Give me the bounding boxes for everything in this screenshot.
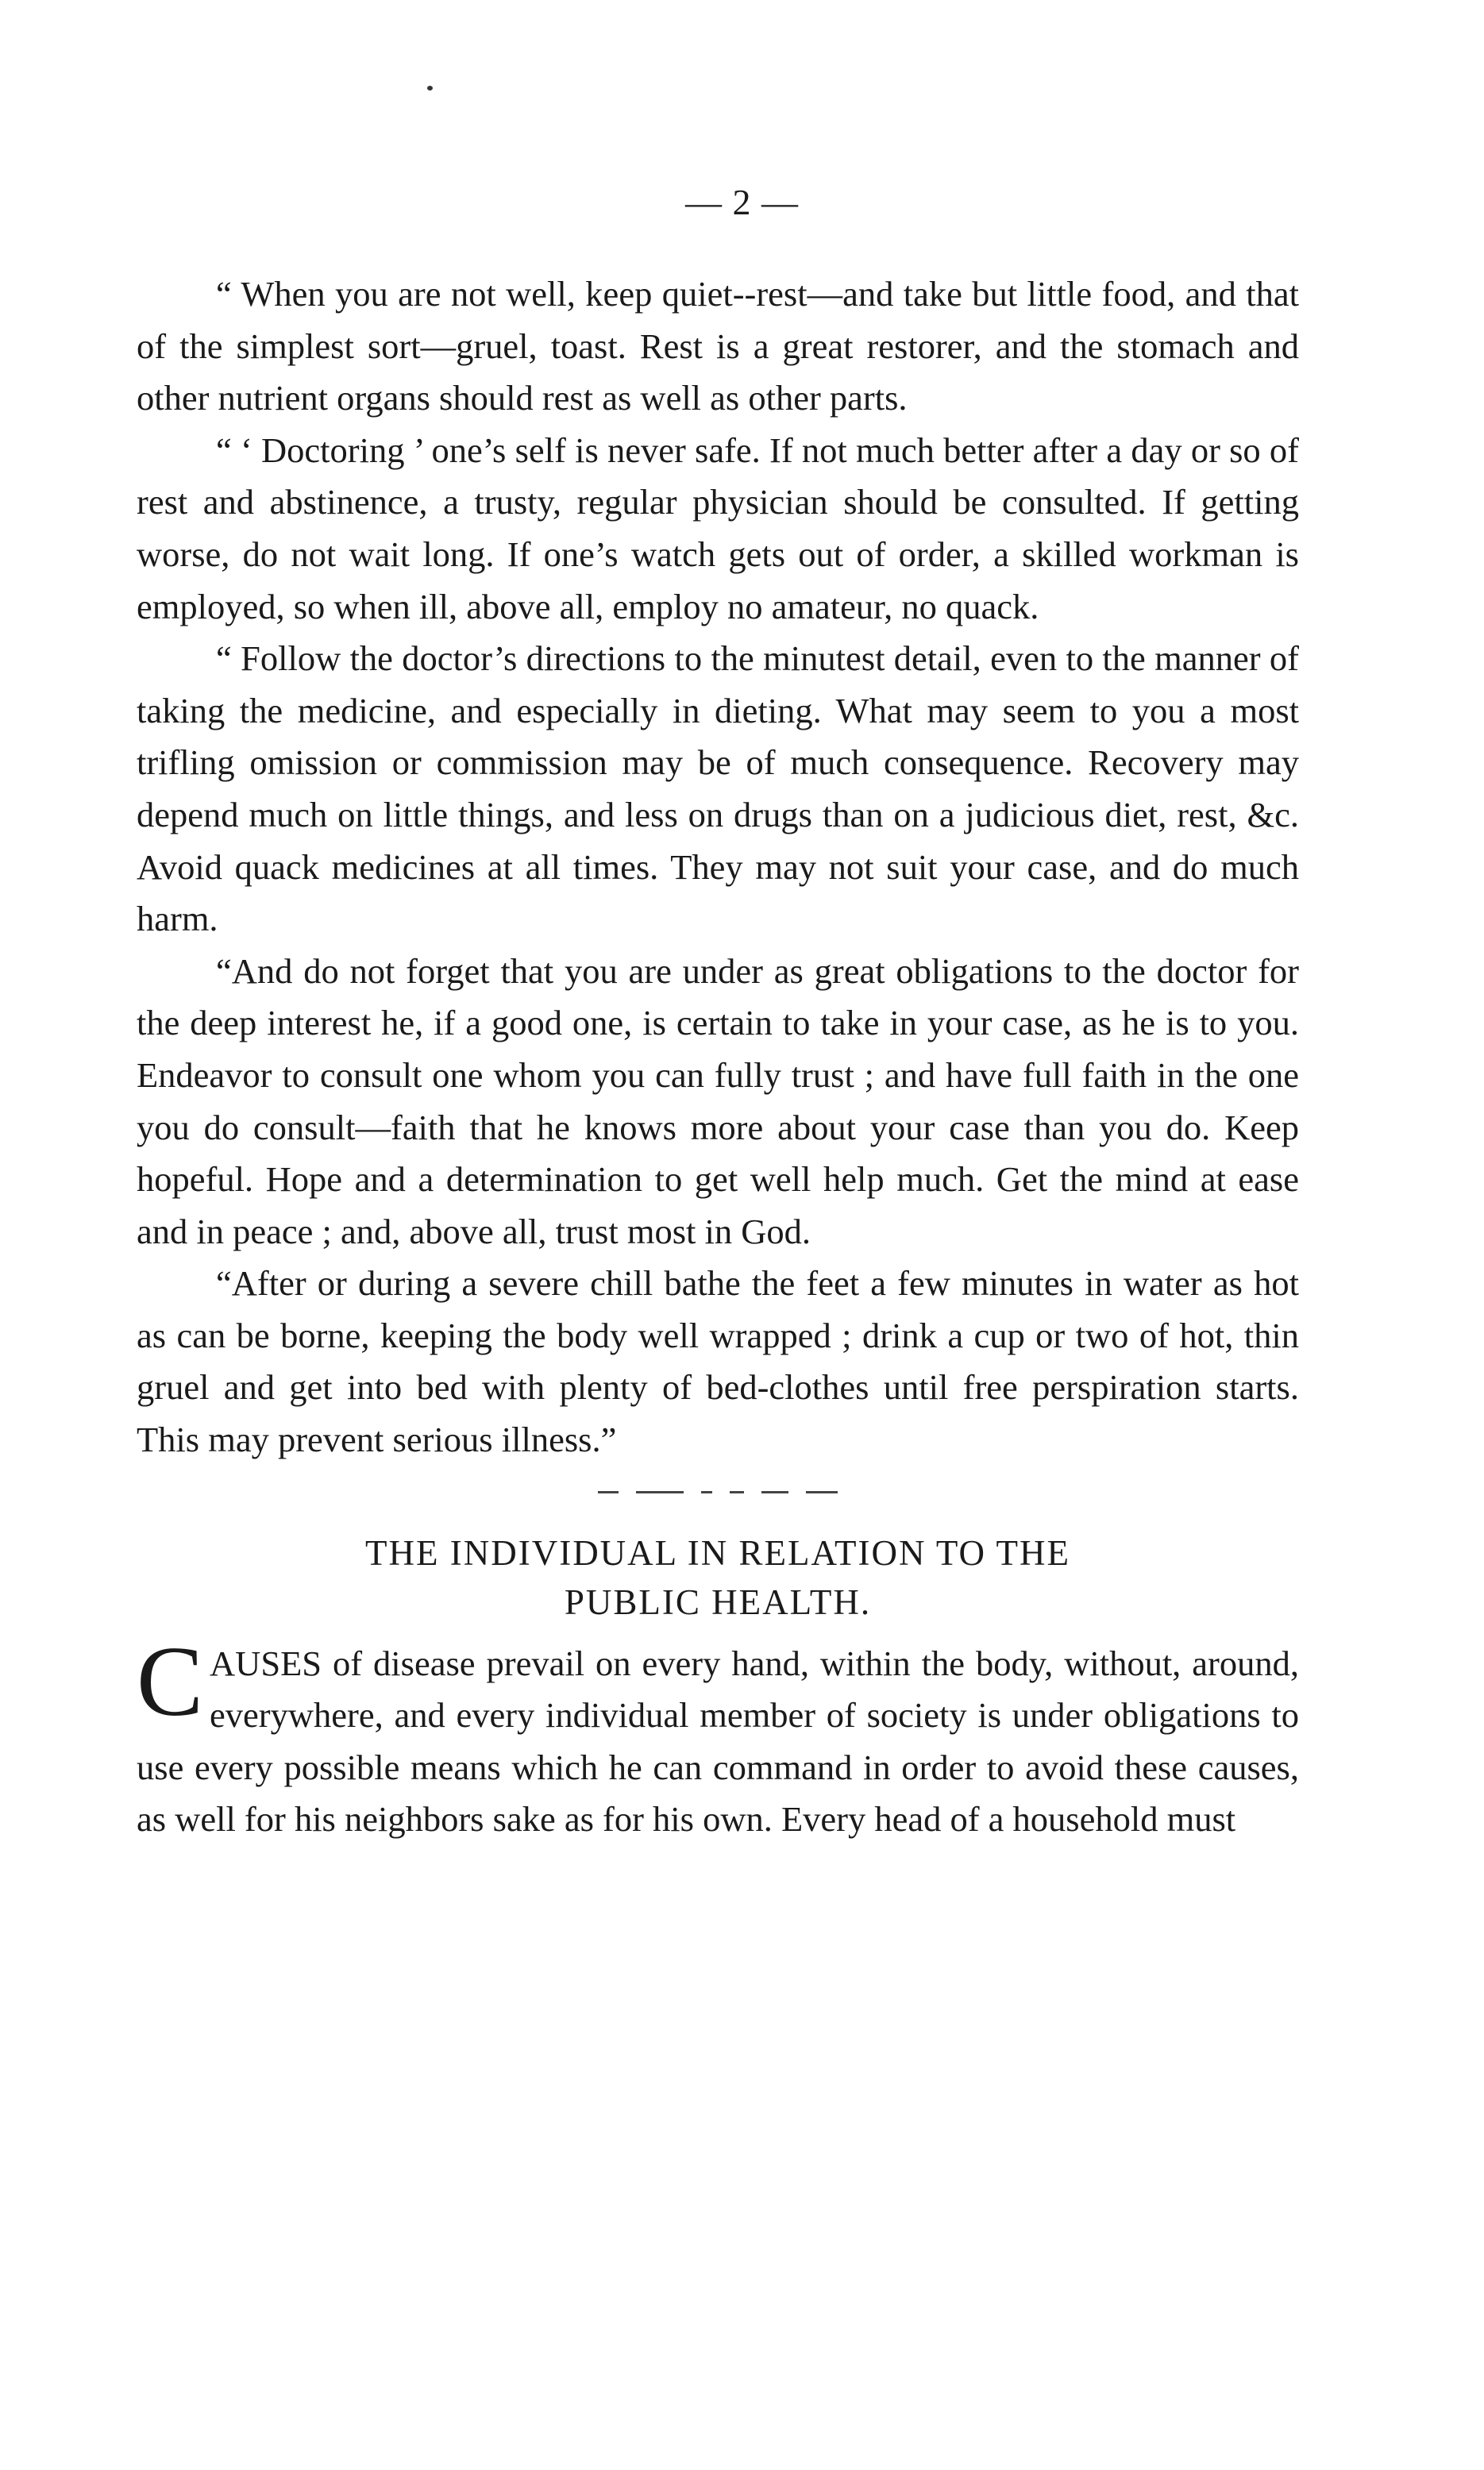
section-heading-line-1: THE INDIVIDUAL IN RELATION TO THE xyxy=(365,1532,1070,1573)
paragraph-1: “ When you are not well, keep quiet--rest—and take but little food, and that of the simplest sort—gruel, toast. Rest is a great restorer, and the stomach and other nutrient organs should rest as well as other parts. xyxy=(137,274,1299,418)
page-number: — 2 — xyxy=(685,182,799,222)
paragraph-5: “After or during a severe chill bathe the feet a few minutes in water as hot as can be borne, keeping the body well wrapped ; drink a cup or two of hot, thin gruel and get into bed with plenty of bed-clothes until free perspiration starts. This may prevent serious illness.” xyxy=(137,1263,1299,1460)
paragraph-4: “And do not forget that you are under as great obligations to the doctor for the deep interest he, if a good one, is certain to take in your case, as he is to you. Endeavor to consult one whom you can fully trust ; and have full faith in the one you do consult—faith that he knows more about your case than you do. Keep hopeful. Hope and a determination to get well help much. Get the mind at ease and in peace ; and, above all, trust most in God. xyxy=(137,950,1299,1251)
drop-cap: C xyxy=(137,1626,204,1737)
paragraph-3: “ Follow the doctor’s directions to the minutest detail, even to the manner of taking the medicine, and especially in dieting. What may seem to you a most trifling omission or commission may be of much consequence. Recovery may depend much on little things, and less on drugs than on a judicious diet, rest, &c. Avoid quack medicines at all times. They may not suit your case, and do much harm. xyxy=(137,638,1299,939)
section-body-text: AUSES of disease prevail on every hand, within the body, without, around, everywhere, and every individual member of society is under obligations to use every possible means which he can command in order to avoid these causes, as well for his neighbors sake as for his own. Every head of a household must xyxy=(137,1643,1299,1840)
paragraph-2: “ ‘ Doctoring ’ one’s self is never safe. If not much better after a day or so of rest and abstinence, a trusty, regular physician should be consulted. If getting worse, do not wait long. If one’s watch gets out of order, a skilled workman is employed, so when ill, above all, employ no amateur, no quack. xyxy=(137,430,1299,626)
section-paragraph xyxy=(137,1626,1299,1846)
page-body xyxy=(137,268,1299,1846)
section-heading xyxy=(137,1528,1299,1627)
ink-speck xyxy=(427,86,433,91)
section-divider xyxy=(137,1466,1299,1519)
section-heading-line-2: PUBLIC HEALTH. xyxy=(564,1582,872,1622)
